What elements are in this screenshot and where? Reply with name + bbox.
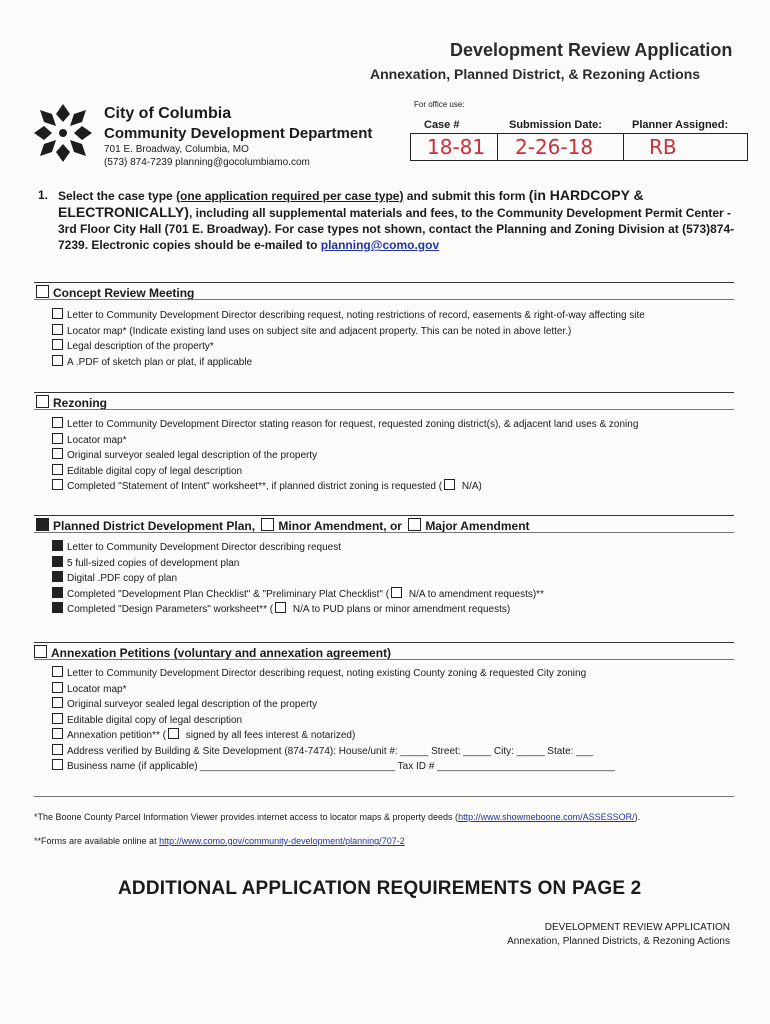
office-use-box (410, 133, 748, 161)
footer-line-1: DEVELOPMENT REVIEW APPLICATION (544, 922, 730, 933)
planned-checklist-item (52, 587, 544, 600)
annexation-item-label: Letter to Community Development Director describing request, noting existing County zoning & requested City zoning (67, 668, 587, 679)
city-name: City of Columbia (104, 105, 232, 122)
concept-checklist-item (52, 308, 645, 321)
annexation-item-checkbox[interactable] (52, 682, 63, 693)
assessor-link[interactable]: http://www.showmeboone.com/ASSESSOR/ (458, 812, 635, 822)
annexation-item-label: Business name (if applicable) ___________________________________ Tax ID # ________________________________ (67, 761, 616, 772)
concept-item-label: Locator map* (Indicate existing land uses on subject site and adjacent property. This can be noted in above letter.) (67, 325, 572, 337)
concept-item-label: Letter to Community Development Director describing request, noting restrictions of record, easements & right-of-way affecting site (67, 310, 645, 321)
section-underline (34, 532, 734, 533)
submission-date-value[interactable]: 2-26-18 (515, 135, 594, 159)
form-title: Development Review Application (450, 40, 733, 60)
planned-district-checkbox[interactable] (36, 518, 49, 531)
annexation-checklist-item (52, 759, 615, 772)
annexation-item-label: Locator map* (67, 683, 127, 695)
case-number-value[interactable]: 18-81 (427, 135, 486, 159)
instruction-text-2: (one application required per case type) (176, 189, 404, 203)
section-divider (34, 392, 734, 393)
planned-item-checkbox[interactable] (52, 587, 63, 598)
footnote-locator-map: *The Boone County Parcel Information Viewer provides internet access to locator maps & property deeds (http://www.showmeboone.com/ASSESSOR/). (34, 812, 641, 822)
forms-link[interactable]: http://www.como.gov/community-development/planning/707-2 (159, 836, 405, 846)
minor-amendment-checkbox[interactable] (261, 518, 274, 531)
annexation-checklist-item (52, 713, 242, 726)
concept-item-checkbox[interactable] (52, 355, 63, 366)
rezoning-item-label: Editable digital copy of legal description (67, 465, 243, 477)
annexation-heading (34, 645, 391, 660)
concept-review-title: Concept Review Meeting (53, 286, 195, 300)
section-divider (34, 642, 734, 643)
planned-checklist-item (52, 556, 239, 569)
planned-item-checkbox[interactable] (52, 540, 63, 551)
annexation-item-label: Annexation petition** ( (67, 730, 166, 741)
instruction-text-4: (in HARDCOPY & ELECTRONICALLY) (58, 187, 644, 220)
instruction-text-5: , including all supplemental materials and fees, to the Community Development Permit Center - 3rd Floor City Hall (701 E. Broadway). For case types not shown, contact the Planning and Zoning Division at (573)874-7239. Electronic copies should be e-mailed to (58, 206, 735, 252)
annexation-item-suffix: signed by all fees interest & notarized) (182, 730, 356, 741)
rezoning-checklist-item (52, 479, 482, 492)
annexation-item-checkbox[interactable] (52, 666, 63, 677)
annexation-item-label: Original surveyor sealed legal description of the property (67, 699, 318, 710)
rezoning-item-checkbox[interactable] (52, 417, 63, 428)
concept-checklist-item (52, 339, 214, 352)
concept-item-checkbox[interactable] (52, 308, 63, 319)
rezoning-item-checkbox[interactable] (52, 464, 63, 475)
rezoning-item-suffix: N/A) (459, 481, 482, 492)
annexation-item-checkbox[interactable] (52, 759, 63, 770)
city-logo-icon (30, 100, 96, 166)
annexation-item-checkbox[interactable] (52, 744, 63, 755)
concept-item-checkbox[interactable] (52, 339, 63, 350)
planned-item-checkbox[interactable] (52, 556, 63, 567)
major-amendment-checkbox[interactable] (408, 518, 421, 531)
minor-amendment-title: Minor Amendment, or (278, 519, 402, 533)
annexation-item-checkbox[interactable] (52, 697, 63, 708)
planned-item-label: Completed "Design Parameters" worksheet** ( (67, 604, 274, 615)
office-use-label: For office use: (414, 100, 465, 109)
concept-item-label: Legal description of the property* (67, 341, 214, 352)
planned-item-na-checkbox[interactable] (275, 602, 286, 613)
planned-item-suffix: N/A to amendment requests)** (406, 588, 544, 600)
planned-district-title: Planned District Development Plan, (53, 519, 256, 533)
rezoning-checklist-item (52, 417, 638, 430)
section-underline (34, 299, 734, 300)
rezoning-item-label: Completed "Statement of Intent" worksheet**, if planned district zoning is requested ( (67, 481, 443, 492)
submission-date-label: Submission Date: (509, 119, 602, 131)
planned-checklist-item (52, 571, 177, 584)
annexation-title: Annexation Petitions (voluntary and annexation agreement) (51, 646, 392, 660)
notes-divider (34, 796, 734, 797)
concept-review-checkbox[interactable] (36, 285, 49, 298)
annexation-checklist-item (52, 697, 317, 710)
email-link[interactable]: planning@como.gov (320, 238, 440, 252)
planned-item-label: 5 full-sized copies of development plan (67, 557, 240, 569)
annexation-item-checkbox[interactable] (52, 713, 63, 724)
instruction-number: 1. (38, 188, 49, 202)
instruction-text-1: Select the case type (58, 189, 177, 203)
section-underline (34, 409, 734, 410)
rezoning-title: Rezoning (53, 396, 107, 410)
concept-checklist-item (52, 355, 252, 368)
annexation-checklist-item (52, 728, 355, 741)
planned-district-heading (36, 518, 530, 533)
concept-checklist-item (52, 324, 571, 337)
rezoning-checklist-item (52, 464, 242, 477)
form-subtitle: Annexation, Planned District, & Rezoning Actions (370, 66, 701, 82)
rezoning-item-checkbox[interactable] (52, 479, 63, 490)
department-address: 701 E. Broadway, Columbia, MO (104, 144, 249, 155)
rezoning-item-label: Letter to Community Development Director stating reason for request, requested zoning district(s), & adjacent land uses & zoning (67, 419, 639, 430)
rezoning-item-na-checkbox[interactable] (444, 479, 455, 490)
footer-line-2: Annexation, Planned Districts, & Rezoning Actions (507, 936, 730, 947)
planner-assigned-label: Planner Assigned: (632, 119, 729, 131)
footnote-forms: **Forms are available online at http://www.como.gov/community-development/planning/707-2 (34, 836, 405, 846)
planned-item-suffix: N/A to PUD plans or minor amendment requests) (290, 604, 511, 615)
rezoning-item-checkbox[interactable] (52, 433, 63, 444)
section-divider (34, 515, 734, 516)
rezoning-checklist-item (52, 448, 317, 461)
concept-item-checkbox[interactable] (52, 324, 63, 335)
planned-item-na-checkbox[interactable] (391, 587, 402, 598)
rezoning-checklist-item (52, 433, 126, 446)
annexation-checklist-item (52, 682, 126, 695)
concept-item-label: A .PDF of sketch plan or plat, if applicable (67, 356, 253, 368)
planned-item-label: Digital .PDF copy of plan (67, 573, 178, 584)
rezoning-heading (36, 395, 107, 410)
planned-item-checkbox[interactable] (52, 571, 63, 582)
annexation-item-label: Address verified by Building & Site Development (874-7474): House/unit #: _____ Street: _____ City: _____ State: ___ (67, 745, 593, 757)
planned-checklist-item (52, 540, 341, 553)
planned-item-checkbox[interactable] (52, 602, 63, 613)
annexation-checklist-item (52, 744, 593, 757)
planned-item-label: Completed "Development Plan Checklist" & "Preliminary Plat Checklist" ( (67, 588, 390, 600)
annexation-item-checkbox[interactable] (52, 728, 63, 739)
concept-review-heading (36, 285, 194, 300)
department-name: Community Development Department (104, 125, 373, 142)
rezoning-item-checkbox[interactable] (52, 448, 63, 459)
section-divider (34, 282, 734, 283)
annexation-checkbox[interactable] (34, 645, 47, 658)
department-contact: (573) 874-7239 planning@gocolumbiamo.com (104, 157, 310, 168)
annexation-item-na-checkbox[interactable] (168, 728, 179, 739)
additional-requirements-heading: ADDITIONAL APPLICATION REQUIREMENTS ON PAGE 2 (118, 878, 642, 899)
planned-checklist-item (52, 602, 510, 615)
planner-assigned-value[interactable]: RB (649, 135, 677, 159)
rezoning-item-label: Locator map* (67, 434, 127, 446)
case-number-label: Case # (424, 119, 460, 131)
rezoning-checkbox[interactable] (36, 395, 49, 408)
instruction-text-3: and submit this form (403, 189, 529, 203)
major-amendment-title: Major Amendment (425, 519, 530, 533)
section-underline (34, 659, 734, 660)
planned-item-label: Letter to Community Development Director describing request (67, 542, 342, 553)
annexation-checklist-item (52, 666, 586, 679)
rezoning-item-label: Original surveyor sealed legal description of the property (67, 450, 318, 461)
annexation-item-label: Editable digital copy of legal description (67, 714, 243, 726)
